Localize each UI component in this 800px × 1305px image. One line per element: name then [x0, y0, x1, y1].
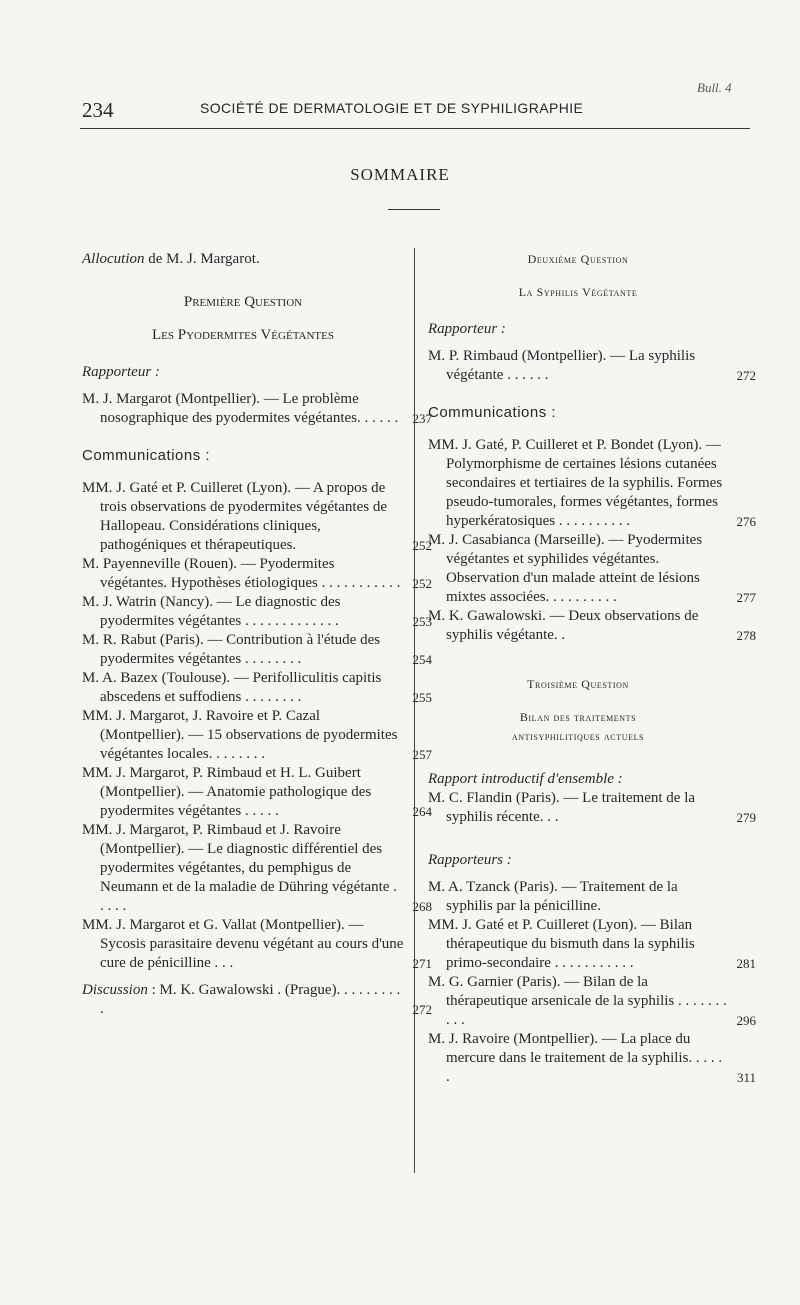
toc-entry	[428, 347, 756, 385]
toc-entry	[82, 821, 432, 916]
toc-entry	[82, 916, 432, 973]
question-1-topic: Les Pyodermites Végétantes	[152, 327, 334, 343]
question-1-heading: Première Question	[183, 294, 303, 310]
toc-entry	[82, 555, 432, 593]
title-rule	[388, 209, 440, 210]
toc-entry-page: 278	[736, 628, 756, 643]
header-rule	[80, 128, 750, 129]
question-2-heading: Deuxième Question	[527, 252, 629, 266]
toc-entry	[82, 631, 432, 669]
toc-entry-text: M. J. Watrin (Nancy). — Le diagnostic des pyodermites végétantes . . . . . . . . . . . . .	[82, 594, 341, 629]
toc-entry-text: MM. J. Margarot, P. Rimbaud et J. Ravoire (Montpellier). — Le diagnostic différentiel des pyodermites végétantes, du pemphigus de Neumann et de la maladie de Dühring végétante . . . . .	[82, 822, 397, 914]
toc-entry	[82, 707, 432, 764]
rapporteurs-label: Rapporteurs :	[428, 852, 512, 868]
toc-entry-page: 253	[412, 614, 432, 629]
toc-entry-page: 252	[412, 538, 432, 553]
toc-entry-page: 271	[412, 956, 432, 971]
toc-entry	[82, 593, 432, 631]
toc-entry-page: 254	[412, 652, 432, 667]
question-2-topic: La Syphilis Végétante	[518, 285, 638, 299]
toc-entry-text: M. J. Margarot (Montpellier). — Le problème nosographique des pyodermites végétantes. . . . . .	[82, 391, 399, 426]
toc-entry-page: 257	[412, 747, 432, 762]
toc-entry	[428, 436, 756, 531]
toc-entry-page: 277	[736, 590, 756, 605]
toc-entry-page: 268	[412, 899, 432, 914]
left-column	[82, 250, 432, 1019]
toc-entry-text: M. A. Bazex (Toulouse). — Perifolliculitis capitis abscedens et suffodiens . . . . . . . .	[82, 670, 382, 705]
page-title: SOMMAIRE	[350, 165, 450, 184]
allocution-line	[82, 250, 404, 269]
toc-entry-text: MM. J. Gaté et P. Cuilleret (Lyon). — A propos de trois observations de pyodermites végétantes de Hallopeau. Considérations cliniques, pathogéniques et thérapeutiques.	[82, 480, 388, 553]
column-divider	[414, 248, 415, 1173]
toc-entry-text: M. Payenneville (Rouen). — Pyodermites végétantes. Hypothèses étiologiques . . . . . . . . . . .	[82, 556, 401, 591]
toc-entry-page: 272	[736, 368, 756, 383]
toc-entry	[82, 764, 432, 821]
question-3-topic-2: antisyphilitiques actuels	[511, 729, 645, 743]
toc-entry-text: M. C. Flandin (Paris). — Le traitement de la syphilis récente. . .	[428, 790, 696, 825]
running-title: SOCIÉTÉ DE DERMATOLOGIE ET DE SYPHILIGRAPHIE	[200, 100, 584, 116]
left-communications-list	[82, 479, 432, 973]
toc-entry-text: MM. J. Margarot, P. Rimbaud et H. L. Guibert (Montpellier). — Anatomie pathologique des pyodermites végétantes . . . . .	[82, 765, 372, 819]
toc-entry-text: MM. J. Gaté, P. Cuilleret et P. Bondet (Lyon). — Polymorphisme de certaines lésions cutanées secondaires et tertiaires de la syphilis. Formes pseudo-tumorales, formes végétantes, formes hyperkératosiques . . . . . . . . . .	[428, 437, 723, 529]
toc-entry-page: 252	[412, 576, 432, 591]
toc-entry	[82, 479, 432, 555]
rapporteur-label-left: Rapporteur :	[82, 364, 160, 380]
toc-entry	[82, 669, 432, 707]
discussion-label: Discussion	[82, 982, 148, 998]
communications-label-right: Communications :	[428, 404, 557, 421]
toc-entry-text: MM. J. Gaté et P. Cuilleret (Lyon). — Bilan thérapeutique du bismuth dans la syphilis primo-secondaire . . . . . . . . . . .	[428, 917, 695, 971]
question-3-topic-1: Bilan des traitements	[519, 710, 637, 724]
toc-entry-page: 281	[736, 956, 756, 971]
marginal-note: Bull. 4	[697, 80, 732, 95]
toc-entry-page: 237	[412, 411, 432, 426]
toc-entry-page: 255	[412, 690, 432, 705]
toc-entry-text: MM. J. Margarot, J. Ravoire et P. Cazal (Montpellier). — 15 observations de pyodermites végétantes locales. . . . . . . .	[82, 708, 398, 762]
toc-entry-text: MM. J. Margarot et G. Vallat (Montpellier). — Sycosis parasitaire devenu végétant au cours d'une cure de pénicilline . . .	[82, 917, 404, 971]
question-3-heading: Troisième Question	[527, 677, 629, 691]
toc-entry-text: M. R. Rabut (Paris). — Contribution à l'étude des pyodermites végétantes . . . . . . . .	[82, 632, 381, 667]
toc-entry-page: 311	[736, 1070, 756, 1085]
toc-entry-text: M. P. Rimbaud (Montpellier). — La syphilis végétante . . . . . .	[428, 348, 696, 383]
page-number: 234	[82, 98, 114, 122]
left-rapport-list	[82, 390, 432, 428]
toc-entry-text: M. K. Gawalowski. — Deux observations de syphilis végétante. .	[428, 608, 699, 643]
toc-entry-page: 279	[736, 810, 756, 825]
allocution-label: Allocution	[82, 251, 145, 267]
discussion-entry	[82, 981, 432, 1019]
toc-entry	[428, 1030, 756, 1087]
toc-entry-page: 276	[736, 514, 756, 529]
toc-entry-text: M. J. Casabianca (Marseille). — Pyodermites végétantes et syphilides végétantes. Observation d'un malade atteint de lésions mixtes associées. . . . . . . . . .	[428, 532, 703, 605]
right-rapport-list	[428, 347, 756, 385]
toc-entry-text: M. A. Tzanck (Paris). — Traitement de la syphilis par la pénicilline.	[428, 879, 678, 914]
toc-entry	[82, 390, 432, 428]
communications-label-left: Communications :	[82, 447, 211, 464]
rapporteur-label-right: Rapporteur :	[428, 321, 506, 337]
discussion-text: : M. K. Gawalowski . (Prague). . . . . . . . . .	[100, 982, 401, 1017]
toc-entry-page: 296	[736, 1013, 756, 1028]
toc-entry-text: M. G. Garnier (Paris). — Bilan de la thérapeutique arsenicale de la syphilis . . . . . . . . . .	[428, 974, 727, 1028]
discussion-page: 272	[412, 1002, 432, 1017]
toc-entry-page: 264	[412, 804, 432, 819]
allocution-rest: de M. J. Margarot.	[144, 251, 260, 267]
rapport-introductif-label: Rapport introductif d'ensemble :	[428, 771, 623, 787]
toc-entry-text: M. J. Ravoire (Montpellier). — La place du mercure dans le traitement de la syphilis. . . . . .	[428, 1031, 723, 1085]
